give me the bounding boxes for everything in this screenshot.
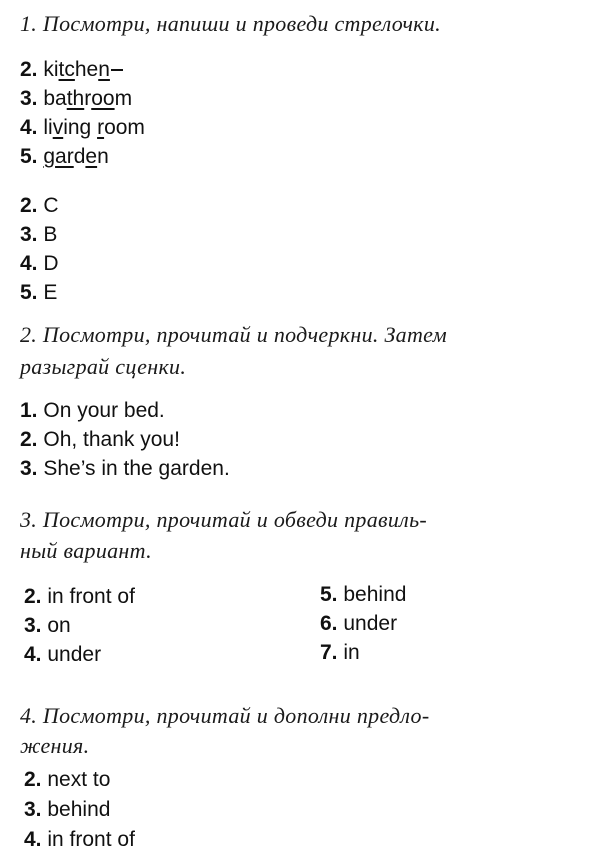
item-number: 7. — [320, 641, 338, 664]
item-text: Oh, thank you! — [43, 428, 180, 451]
word-item-garden — [20, 142, 109, 171]
item-number: 4. — [24, 643, 42, 666]
item-number: 2. — [20, 428, 38, 451]
underline-dash — [111, 69, 123, 71]
item-text: She’s in the garden. — [43, 457, 230, 480]
item-text: C — [43, 194, 59, 217]
item-number: 3. — [24, 798, 42, 821]
item-number: 5. — [20, 145, 38, 168]
word-garden: garden — [43, 145, 109, 168]
answer-item — [320, 580, 406, 609]
answer-item — [24, 825, 135, 854]
item-number: 5. — [320, 583, 338, 606]
item-number: 5. — [20, 281, 38, 304]
word-item-kitchen — [20, 55, 123, 84]
answer-item — [20, 396, 165, 425]
item-text: behind — [343, 583, 407, 606]
item-text: E — [43, 281, 58, 304]
match-item — [20, 220, 57, 249]
exercise-2-heading-line-2: разыграй сценки. — [20, 354, 187, 379]
item-text: in — [343, 641, 360, 664]
item-text: in front of — [47, 828, 135, 851]
item-text: D — [43, 252, 59, 275]
item-text: B — [43, 223, 58, 246]
item-number: 4. — [20, 252, 38, 275]
answer-item — [24, 611, 71, 640]
item-text: On your bed. — [43, 399, 165, 422]
exercise-4-heading-line-2: жения. — [20, 733, 90, 758]
exercise-3-heading-line-1: 3. Посмотри, прочитай и обведи правиль- — [20, 507, 428, 532]
item-number: 6. — [320, 612, 338, 635]
answer-item — [24, 795, 110, 824]
exercise-2-heading-line-1: 2. Посмотри, прочитай и подчеркни. Затем — [20, 322, 448, 347]
exercise-3-heading-line-2: ный вариант. — [20, 538, 152, 563]
item-number: 4. — [20, 116, 38, 139]
answer-item — [20, 425, 180, 454]
item-number: 3. — [24, 614, 42, 637]
answer-item — [320, 609, 397, 638]
item-text: under — [47, 643, 102, 666]
item-number: 2. — [24, 585, 42, 608]
item-text: next to — [47, 768, 111, 791]
item-text: behind — [47, 798, 111, 821]
item-text: in front of — [47, 585, 135, 608]
answer-item — [24, 640, 101, 669]
item-number: 2. — [20, 194, 38, 217]
answer-item — [20, 454, 230, 483]
item-text: under — [343, 612, 398, 635]
answer-item — [24, 582, 135, 611]
exercise-1-heading: 1. Посмотри, напиши и проведи стрелочки. — [20, 11, 441, 36]
exercise-4-heading-line-1: 4. Посмотри, прочитай и дополни предло- — [20, 703, 430, 728]
item-number: 1. — [20, 399, 38, 422]
word-item-living-room — [20, 113, 145, 142]
word-bathroom: bathroom — [43, 87, 133, 110]
item-number: 4. — [24, 828, 42, 851]
answer-item — [320, 638, 360, 667]
answer-item — [24, 765, 110, 794]
item-number: 3. — [20, 87, 38, 110]
item-number: 3. — [20, 457, 38, 480]
item-number: 2. — [20, 58, 38, 81]
word-item-bathroom — [20, 84, 132, 113]
item-number: 2. — [24, 768, 42, 791]
word-kitchen: kitchen — [43, 58, 110, 81]
word-living-room: living room — [43, 116, 145, 139]
match-item — [20, 249, 59, 278]
item-number: 3. — [20, 223, 38, 246]
match-item — [20, 278, 57, 307]
match-item — [20, 191, 59, 220]
item-text: on — [47, 614, 71, 637]
